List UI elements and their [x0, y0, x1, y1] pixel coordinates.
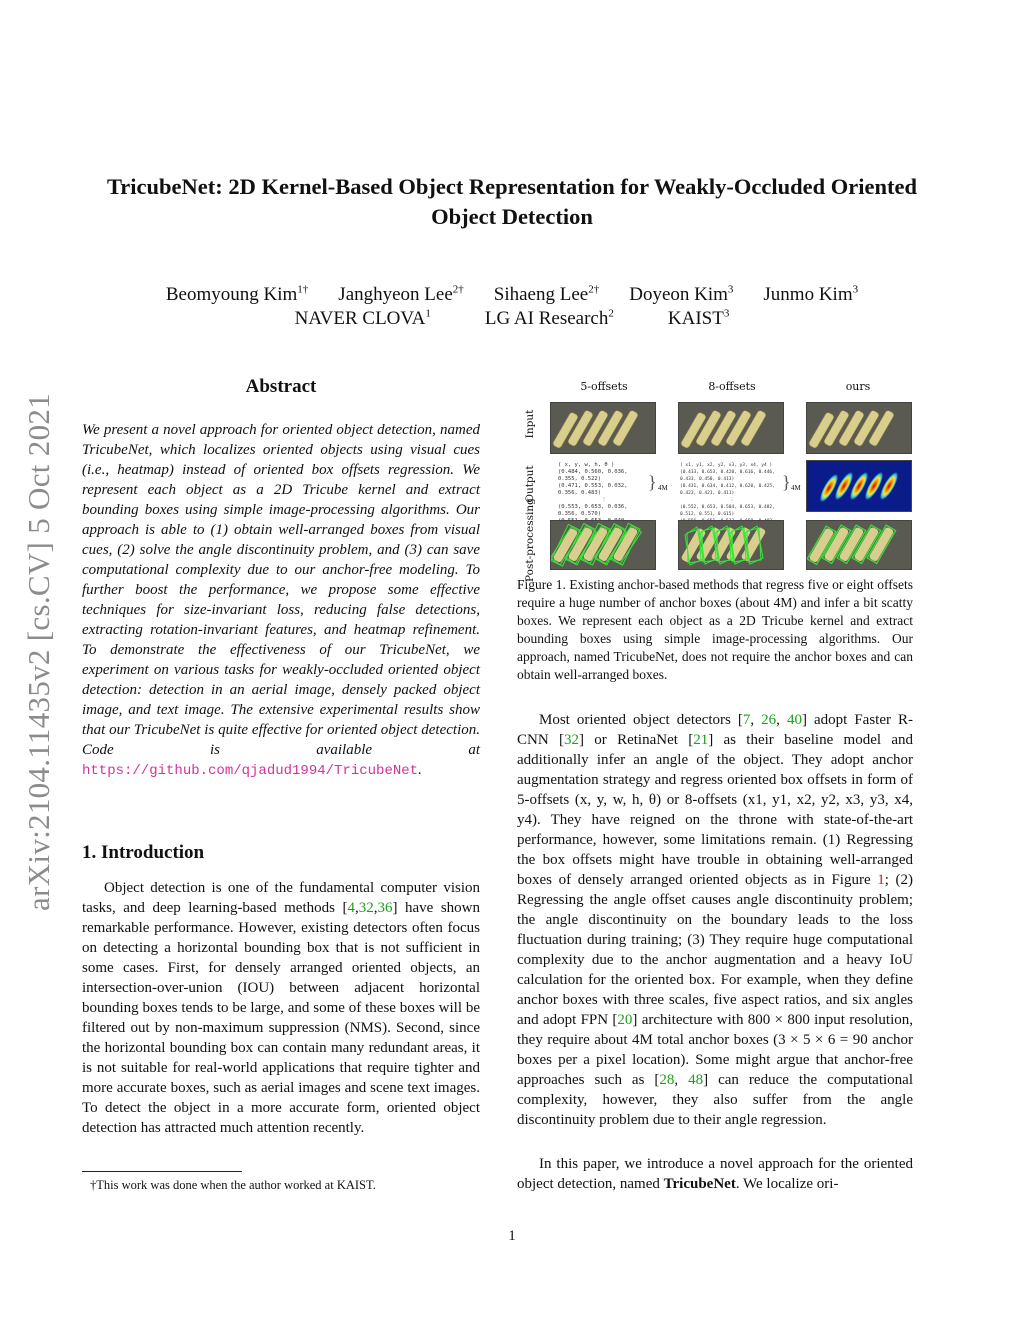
figure-row-label: Post-processing — [524, 498, 536, 582]
abstract-body — [82, 420, 480, 781]
paper-title: TricubeNet: 2D Kernel-Based Object Representation for Weakly-Occluded Oriented Object Detection — [106, 174, 918, 229]
author: Doyeon Kim$^3$ — [629, 283, 734, 305]
right-paragraph-1: Most oriented object detectors [7, 26, 40] adopt Faster R-CNN [32] or RetinaNet [21] as their baseline model and additionally infer an angle of the object. They adopt anchor augmentation strategy and regress oriented box offsets in form of 5-offsets (x, y, w, h, θ) or 8-offsets (x1, y1, x2, y2, x3, y3, x4, y4). They have reigned on the throne with state-of-the-art performance, however, some limitations remain. (1) Regressing the box offsets might have trouble in obtaining well-arranged boxes of densely arranged oriented objects as in Figure 1; (2) Regressing the angle offset causes angle discontinuity problem; the angle discontinuity on the boundary leads to the loss fluctuation during training; (3) They require huge computational complexity due to the anchor augmentation and a heavy IoU calculation for the oriented box. For example, when they define anchor boxes with three scales, five aspect ratios, and six angles and adopt FPN [20] architecture with 800 × 800 input resolution, they require about 4M total anchor boxes (3 × 5 × 6 = 90 anchor boxes per a pixel location). Some might argue that anchor-free approaches such as [28, 48] can reduce the computational complexity, however, they also suffer from the angle discontinuity problem due to their angle regression. — [517, 712, 914, 1128]
anchor-count-label: 4M — [791, 484, 801, 492]
offsets-row: (0.552, 0.653, 0.504, 0.653, 0.482, 0.512, 0.551, 0.615) — [680, 505, 775, 517]
arxiv-stamp — [10, 378, 68, 926]
author: Beomyoung Kim$^{1\dagger}$ — [165, 283, 309, 305]
code-link[interactable]: https://github.com/qjadud1994/TricubeNet — [82, 763, 419, 779]
author: Janghyeon Lee$^{2\dagger}$ — [338, 283, 464, 305]
abstract-end: . — [418, 762, 422, 778]
citation-link[interactable]: 21 — [693, 732, 709, 748]
citation-link[interactable]: 40 — [786, 712, 802, 728]
figure-col-label: ours — [845, 380, 871, 393]
offsets-row: ⋮ — [729, 498, 735, 503]
author: Junmo Kim$^3$ — [763, 283, 859, 305]
offsets-row: (0.484, 0.560, 0.036, 0.355, 0.522) — [558, 469, 628, 482]
figure-col-label: 8-offsets — [708, 380, 756, 393]
citation-link[interactable]: 32 — [563, 732, 579, 748]
input-image-5offsets — [550, 402, 656, 454]
affiliation: NAVER CLOVA$^1$ — [294, 307, 431, 329]
offsets-row: ⋮ — [601, 497, 607, 503]
figure-col-label: 5-offsets — [580, 380, 628, 393]
postproc-image-8offsets — [678, 520, 784, 570]
citation-link[interactable]: 20 — [617, 1012, 633, 1028]
body-text: . We localize ori- — [735, 1176, 839, 1192]
method-name: TricubeNet — [663, 1176, 736, 1192]
offsets-row: (0.553, 0.653, 0.036, 0.356, 0.570) — [558, 504, 628, 517]
affiliation: LG AI Research$^2$ — [484, 307, 614, 329]
citation-link[interactable]: 36 — [377, 900, 393, 916]
body-text: Most oriented object detectors [ — [539, 712, 743, 728]
footnote: †This work was done when the author worked at KAIST. — [90, 1178, 376, 1192]
citation-link[interactable]: 48 — [688, 1072, 704, 1088]
offsets-header: ( x, y, w, h, θ ) — [558, 462, 615, 468]
figure-row-label: Output — [524, 465, 536, 503]
body-text: In this paper, we introduce a novel approach for the oriented object detection, named — [517, 1156, 913, 1192]
abstract-text: We present a novel approach for oriented object detection, named TricubeNet, which localizes oriented objects using visual cues (i.e., heatmap) instead of oriented box offsets regression. We represent each object as a 2D Tricube kernel and extract bounding boxes using simple image-processing algorithms. Our approach is able to (1) obtain well-arranged boxes from visual cues, (2) solve the angle discontinuity problem, and (3) can save computational complexity due to our anchor-free modeling. To further boost the performance, we propose some effective techniques for size-invariant loss, reducing false detections, extracting rotation-invariant features, and heatmap refinement. To demonstrate the effectiveness of our TricubeNet, we experiment on various tasks for weakly-occluded oriented object detection: detection in an aerial image, densely packed object image, and text image. The extensive experimental results show that our TricubeNet is quite effective for oriented object detection. Code is available at — [82, 422, 480, 758]
figure-row-label: Input — [524, 409, 536, 439]
figure-reference-link[interactable]: 1 — [877, 872, 885, 888]
postproc-image-5offsets — [550, 520, 656, 570]
offsets-row: (0.431, 0.634, 0.412, 0.620, 0.425, 0.423, 0.421, 0.411) — [680, 484, 775, 496]
figure-caption: Figure 1. Existing anchor-based methods that regress five or eight offsets require a huge number of anchor boxes (about 4M) and infer a bit scatty boxes. We represent each object as a 2D Tricube kernel and extract bounding boxes using simple image-processing algorithms. Our approach, named TricubeNet, does not require the anchor boxes and can obtain well-arranged boxes. — [517, 577, 913, 682]
intro-text: Object detection is one of the fundamental computer vision tasks, and deep learning-based methods [ — [82, 880, 480, 916]
anchor-count-label: 4M — [658, 484, 668, 492]
postproc-image-ours — [806, 520, 912, 570]
citation-link[interactable]: 7 — [742, 712, 751, 728]
citation-link[interactable]: 4 — [347, 900, 355, 916]
body-text: ; (2) Regressing the angle offset causes angle discontinuity problem; the angle discontinuity on the boundary leads to the loss fluctuation during training; (3) They require huge computational complexity due to the anchor augmentation and a heavy IoU calculation for the oriented box. For example, when they define anchor boxes with three scales, five aspect ratios, and six angles and adopt FPN [ — [517, 872, 913, 1028]
offsets-row: (0.433, 0.653, 0.420, 0.616, 0.446, 0.433, 0.450, 0.413) — [680, 470, 775, 482]
offsets-row: (0.471, 0.553, 0.032, 0.356, 0.483) — [558, 483, 628, 496]
section-heading-introduction: 1. Introduction — [82, 842, 205, 863]
right-paragraph-2 — [517, 1154, 913, 1194]
figure-1 — [520, 380, 920, 582]
offsets-header: ( x1, y1, x2, y2, x3, y3, x4, y4 ) — [680, 463, 773, 468]
affiliation: KAIST$^3$ — [667, 307, 730, 329]
citation-link[interactable]: 26 — [761, 712, 777, 728]
arxiv-stamp-text: arXiv:2104.11435v2 [cs.CV] 5 Oct 2021 — [21, 393, 56, 911]
brace-icon: } — [648, 472, 657, 492]
author: Sihaeng Lee$^{2\dagger}$ — [493, 283, 600, 305]
input-image-8offsets — [678, 402, 784, 454]
heatmap-output — [806, 460, 912, 512]
citation-link[interactable]: 28 — [659, 1072, 675, 1088]
citation-link[interactable]: 32 — [358, 900, 374, 916]
body-text: ] adopt Faster R-CNN [ — [517, 712, 914, 748]
author-list — [60, 284, 964, 306]
body-text: ] can reduce the computational complexity, however, they also suffer from the angle discontinuity problem due to their angle regression. — [517, 1072, 913, 1128]
abstract-heading: Abstract — [245, 376, 317, 397]
body-text: ] as their baseline model and additionally infer an angle of the object. They adopt anchor augmentation strategy and regress oriented box offsets in form of 5-offsets (x, y, w, h, θ) or 8-offsets (x1, y1, x2, y2, x3, y3, x4, y4). They have reigned on the throne with state-of-the-art performance, however, some limitations remain. (1) Regressing the box offsets might have trouble in obtaining well-arranged boxes of densely arranged oriented objects as in Figure — [517, 732, 913, 888]
intro-paragraph: Object detection is one of the fundamental computer vision tasks, and deep learning-based methods [4,32,36] have shown remarkable performance. However, existing detectors often focus on detecting a horizontal bounding box that is not sufficient in some cases. First, for densely arranged oriented objects, an intersection-over-union (IOU) between adjacent horizontal bounding boxes tends to be large, and some of these boxes will be filtered out by non-maximum suppression (NMS). Second, since the horizontal bounding box can contain many redundant areas, it is not suitable for real-world applications that require tighter and more accurate boxes, such as aerial images and scene text images. To detect the object in a more accurate form, oriented object detection has attracted much attention recently. — [82, 880, 480, 1136]
body-text: ] or RetinaNet [ — [578, 732, 694, 748]
page-number: 1 — [508, 1228, 516, 1244]
body-text: ] architecture with 800 × 800 input resolution, they require about 4M total anchor boxes (3 × 5 × 6 = 90 anchor boxes per a pixel location). Some might argue that anchor-free approaches such as [ — [517, 1012, 913, 1088]
footnote-rule — [82, 1171, 242, 1172]
input-image-ours — [806, 402, 912, 454]
intro-text: ] have shown remarkable performance. However, existing detectors often focus on detecting a horizontal bounding box that is not sufficient in some cases. First, for densely arranged oriented objects, an intersection-over-union (IOU) between adjacent horizontal bounding boxes tends to be large, and some of these boxes will be filtered out by non-maximum suppression (NMS). Second, since the horizontal bounding box can contain many redundant areas, it is not suitable for real-world applications that require tighter and more accurate boxes, such as aerial images and scene text images. To detect the object in a more accurate form, oriented object detection has attracted much attention recently. — [82, 900, 480, 1136]
brace-icon: } — [782, 472, 791, 492]
affiliation-list — [60, 308, 964, 330]
